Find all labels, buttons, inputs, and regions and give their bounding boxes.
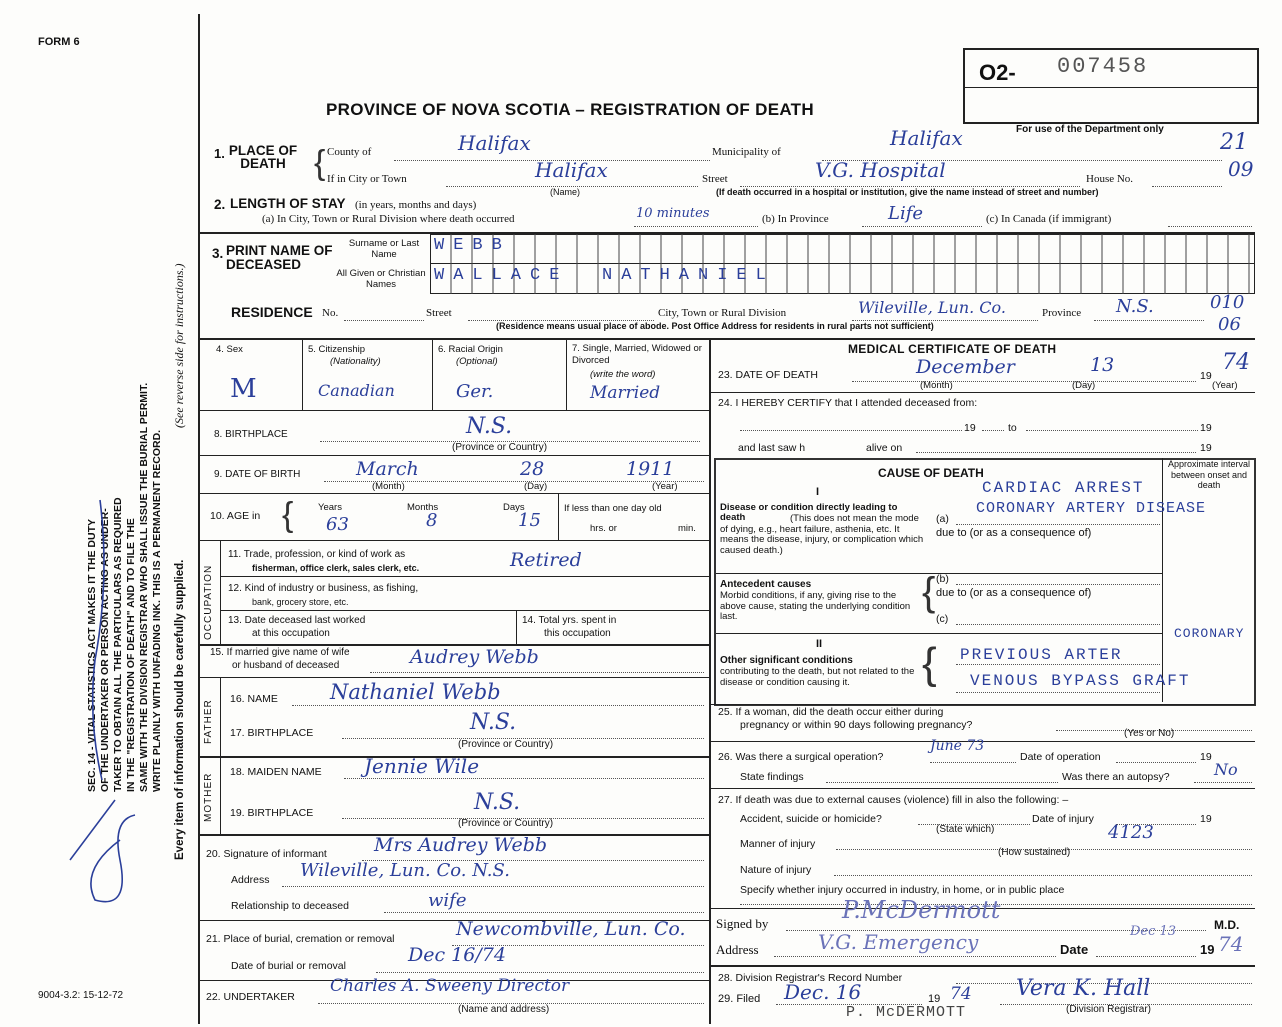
age-years-label: Years [318,502,342,513]
father-bp: N.S. [470,710,517,735]
date-injury-label: Date of injury [1032,813,1094,825]
burial-date-label: Date of burial or removal [231,960,346,972]
mother-side-label: MOTHER [203,772,214,822]
stay-sub: (in years, months and days) [355,199,477,211]
stay-a-value: 10 minutes [636,206,710,221]
q26-label: 26. Was there a surgical operation? [718,751,884,763]
marital-sub: (write the word) [590,369,656,380]
occupation-side-label: OCCUPATION [203,564,214,640]
informant-rel: wife [428,890,467,911]
margin-signature-scribble [40,460,170,930]
dob-day: 28 [520,458,545,480]
given-value-2: NATHANIEL [602,266,775,285]
mother-bp-label: 19. BIRTHPLACE [230,807,314,819]
specify-label: Specify whether injury occurred in industry, in home, or in public place [740,884,1065,896]
q15-label: 15. If married give name of wife [210,647,350,658]
cert-number: 007458 [1057,54,1149,79]
registrar-signature: Vera K. Hall [1016,976,1151,1001]
q15-sub: or husband of deceased [232,660,340,671]
form-id: FORM 6 [38,36,80,48]
informant-addr-label: Address [231,874,270,886]
birthplace-sub: (Province or Country) [452,442,548,453]
dod-year-prefix: 19 [1200,370,1212,382]
trade-value: Retired [510,549,582,571]
q24-label: 24. I HEREBY CERTIFY that I attended deceased from: [718,397,978,409]
house-label: House No. [1086,173,1134,185]
age-days-label: Days [503,502,525,513]
burial-date: Dec 16/74 [408,944,506,966]
stay-b-label: (b) In Province [762,213,829,225]
filed-19: 19 [928,993,941,1005]
cause-a1: CARDIAC ARREST [982,479,1145,497]
mother-bp-sub: (Province or Country) [458,818,554,829]
code-value: 4123 [1108,822,1154,843]
side-line1: SEC. 14 - VITAL STATISTICS ACT MAKES IT THE DUTY [86,518,98,792]
side-line6: WRITE PLAINLY WITH UNFADING INK. THIS IS A PERMANENT RECORD. [151,429,163,792]
code-3: 010 [1210,292,1245,313]
side-line3: TAKER TO OBTAIN ALL THE PARTICULARS AS REQUIRED [112,497,124,792]
informant-rel-label: Relationship to deceased [231,900,349,912]
father-name: Nathaniel Webb [330,680,501,704]
antecedent-title: Antecedent causes [720,579,812,590]
county-value: Halifax [458,131,531,155]
cause-b-label: (b) [936,573,949,585]
surname-label: Surname or Last Name [348,238,420,260]
given-value-1: WALLACE [434,266,569,285]
dob-day-label: (Day) [524,481,548,492]
name-number: 3. [212,246,224,261]
age-hrs: hrs. or [590,523,617,534]
other-desc: contributing to the death, but not related to the disease or condition causing it. [720,666,915,688]
q25-label: 25. If a woman, did the death occur either during [718,706,944,718]
q28-label: 28. Division Registrar's Record Number [718,972,903,984]
printed-physician-name: P. McDERMOTT [846,1004,967,1021]
q24-19c: 19 [1200,442,1212,454]
other-1: PREVIOUS ARTER [960,646,1123,664]
dob-month-label: (Month) [372,481,405,492]
residence-label: RESIDENCE [231,304,313,320]
surgery-value: June 73 [930,738,985,754]
side-bottom: Every item of information should be carefully supplied. [174,559,186,860]
county-label: County of [327,146,372,158]
injury-19: 19 [1200,813,1212,825]
q25-sub: pregnancy or within 90 days following pregnancy? [740,719,973,731]
burial-place: Newcombville, Lun. Co. [456,918,686,940]
city-value: Halifax [535,158,608,182]
street-value: V.G. Hospital [815,158,946,182]
code-4: 06 [1218,314,1241,335]
undertaker-value: Charles A. Sweeny Director [330,976,570,996]
autopsy-value: No [1214,760,1238,779]
code-2: 09 [1228,157,1254,181]
roman-1: I [816,486,820,498]
name-letter-boxes [430,234,1255,294]
mother-maiden-label: 18. MAIDEN NAME [230,766,322,778]
address-label: Address [716,942,759,957]
due-to-a: due to (or as a consequence of) [936,527,1092,539]
dob-month: March [356,458,419,480]
dob-year-label: (Year) [652,481,678,492]
filed-year: 74 [950,984,972,1004]
antecedent-desc: Morbid conditions, if any, giving rise to the above cause, stating the underlying condition last. [720,590,911,622]
date-operation-label: Date of operation [1020,751,1101,763]
residence-city-label: City, Town or Rural Division [658,307,787,319]
sig-date: Dec 13 [1130,924,1177,939]
dod-year: 74 [1222,350,1250,375]
side-line5: SAME WITH THE DIVISION REGISTRAR WHO SHALL ISSUE THE BURIAL PERMIT. [138,382,150,792]
cert-prefix: O2- [979,60,1016,85]
citizenship-value: Canadian [318,381,395,400]
form-code: 9004-3.2: 15-12-72 [38,990,124,1001]
residence-street-label: Street [426,307,452,319]
undertaker-label: 22. UNDERTAKER [206,991,295,1003]
age-min: min. [678,523,696,534]
nature-label: Nature of injury [740,864,812,876]
age-label: 10. AGE in [210,510,261,522]
signed-by-label: Signed by [716,916,769,931]
place-note: (If death occurred in a hospital or institution, give the name instead of street and number) [716,187,1099,197]
informant-sig-label: 20. Signature of informant [206,848,327,860]
residence-note: (Residence means usual place of abode. Post Office Address for residents in rural parts not sufficient) [496,321,934,331]
q11-label: 11. Trade, profession, or kind of work as [228,549,406,560]
given-label: All Given or Christian Names [336,268,426,290]
op-19: 19 [1200,751,1212,763]
age-months-label: Months [407,502,439,513]
informant-sig: Mrs Audrey Webb [374,834,548,856]
undertaker-sub: (Name and address) [458,1004,550,1015]
q11-sub: fisherman, office clerk, sales clerk, etc. [252,563,420,573]
mother-maiden: Jennie Wile [364,754,480,778]
autopsy-label: Was there an autopsy? [1062,771,1170,783]
physician-signature: P.McDermott [842,896,1001,924]
father-bp-sub: (Province or Country) [458,739,554,750]
q13-label: 13. Date deceased last worked [228,615,366,626]
alive-on: alive on [866,442,903,454]
q13-sub: at this occupation [252,628,330,639]
q24-19b: 19 [1200,422,1212,434]
cause-a-label: (a) [936,513,949,525]
physician-address: V.G. Emergency [818,930,979,954]
father-bp-label: 17. BIRTHPLACE [230,727,314,739]
cause-header: CAUSE OF DEATH [878,466,984,480]
sig-year: 74 [1218,932,1244,956]
marital-value: Married [590,383,661,403]
due-to-b: due to (or as a consequence of) [936,587,1092,599]
city-name-label: (Name) [550,187,581,197]
residence-no-label: No. [322,307,339,319]
disease-title: Disease or condition directly leading to death [720,502,898,523]
dod-day-label: (Day) [1072,380,1096,391]
side-line4: IN THE "REGISTRATION OF DEATH" AND TO FILE THE [125,518,137,792]
dob-label: 9. DATE OF BIRTH [214,469,301,480]
roman-2: II [816,638,823,650]
q27-label: 27. If death was due to external causes (violence) fill in also the following: – [718,794,1069,806]
other-1b: CORONARY [1174,626,1245,641]
name-label: PRINT NAME OF DECEASED [226,243,333,272]
father-name-label: 16. NAME [230,693,278,705]
other-title: Other significant conditions [720,655,853,666]
age-months: 8 [426,510,438,531]
dod-year-label: (Year) [1212,380,1238,391]
q24-19a: 19 [964,422,976,434]
race-label: 6. Racial Origin [438,344,503,355]
accident-label: Accident, suicide or homicide? [740,813,882,825]
stay-a-label: (a) In City, Town or Rural Division where death occurred [262,213,515,225]
dob-year: 1911 [626,458,675,480]
q14-label: 14. Total yrs. spent in [522,615,617,626]
age-days: 15 [518,510,541,531]
father-side-label: FATHER [203,699,214,744]
form-title: PROVINCE OF NOVA SCOTIA – REGISTRATION OF DEATH [326,100,814,119]
dod-month-label: (Month) [920,380,953,391]
q12-sub: bank, grocery store, etc. [252,597,349,607]
cause-c-label: (c) [936,613,949,625]
cause-a2: CORONARY ARTERY DISEASE [976,500,1207,517]
state-which: (State which) [936,824,995,835]
race-sub: (Optional) [456,356,498,367]
q24-to: to [1008,422,1017,434]
citizenship-label: 5. Citizenship [308,344,366,355]
sig-date-label: Date [1060,942,1089,957]
birthplace-value: N.S. [466,414,513,439]
md-label: M.D. [1214,918,1240,932]
sex-value: M [230,374,257,404]
place-of-death-label: PLACE OF DEATH [228,143,298,171]
registrar-sub: (Division Registrar) [1066,1004,1152,1015]
q29-label: 29. Filed [718,993,761,1005]
residence-city-value: Wileville, Lun. Co. [858,298,1006,317]
q14-sub: this occupation [544,628,611,639]
residence-province-label: Province [1042,307,1082,319]
spouse-name: Audrey Webb [410,646,539,668]
sex-label: 4. Sex [216,344,243,355]
disease-desc: (This does not mean the mode of dying, e.g., heart failure, asthenia, etc. It means the disease, injury, or complication which caused death.) [720,513,924,556]
last-saw: and last saw h [738,442,806,454]
residence-province-value: N.S. [1116,296,1154,317]
city-label: If in City or Town [327,173,407,185]
findings-label: State findings [740,771,804,783]
surname-value: WEBB [434,236,511,255]
stay-label: LENGTH OF STAY [230,196,346,211]
side-instructions: (See reverse side for instructions.) [172,263,186,428]
certificate-number-box [963,48,1259,124]
dod-label: 23. DATE OF DEATH [718,369,818,381]
approx-interval: Approximate interval between onset and death [1167,459,1251,490]
stay-b-value: Life [888,203,924,224]
age-years: 63 [326,514,349,535]
filed-date: Dec. 16 [784,980,862,1004]
stay-c-label: (c) In Canada (if immigrant) [986,213,1112,225]
municipality-label: Municipality of [712,146,781,158]
dept-use-label: For use of the Department only [1016,124,1164,135]
medical-header: MEDICAL CERTIFICATE OF DEATH [848,342,1057,356]
sig-year-prefix: 19 [1200,942,1215,957]
race-value: Ger. [456,381,494,402]
marital-label: 7. Single, Married, Widowed or Divorced [572,343,702,366]
place-number: 1. [214,146,225,161]
dod-month: December [916,356,1015,378]
municipality-value: Halifax [890,126,963,150]
citizenship-sub: (Nationality) [330,356,381,367]
manner-label: Manner of injury [740,838,816,850]
age-less-day: If less than one day old [564,503,662,514]
dod-day: 13 [1090,354,1115,376]
code-1: 21 [1220,130,1248,155]
q25-yes-no: (Yes or No) [1124,728,1175,739]
q12-label: 12. Kind of industry or business, as fishing, [228,583,419,594]
side-line2: OF THE UNDERTAKER OR PERSON ACTING AS UNDER- [99,508,111,792]
how-sustained: (How sustained) [998,847,1071,858]
stay-number: 2. [214,197,226,212]
street-label: Street [702,173,728,185]
burial-place-label: 21. Place of burial, cremation or removal [206,933,395,945]
birthplace-label: 8. BIRTHPLACE [214,429,288,440]
mother-bp: N.S. [474,790,521,815]
informant-addr: Wileville, Lun. Co. N.S. [300,860,510,881]
other-2: VENOUS BYPASS GRAFT [970,672,1191,690]
